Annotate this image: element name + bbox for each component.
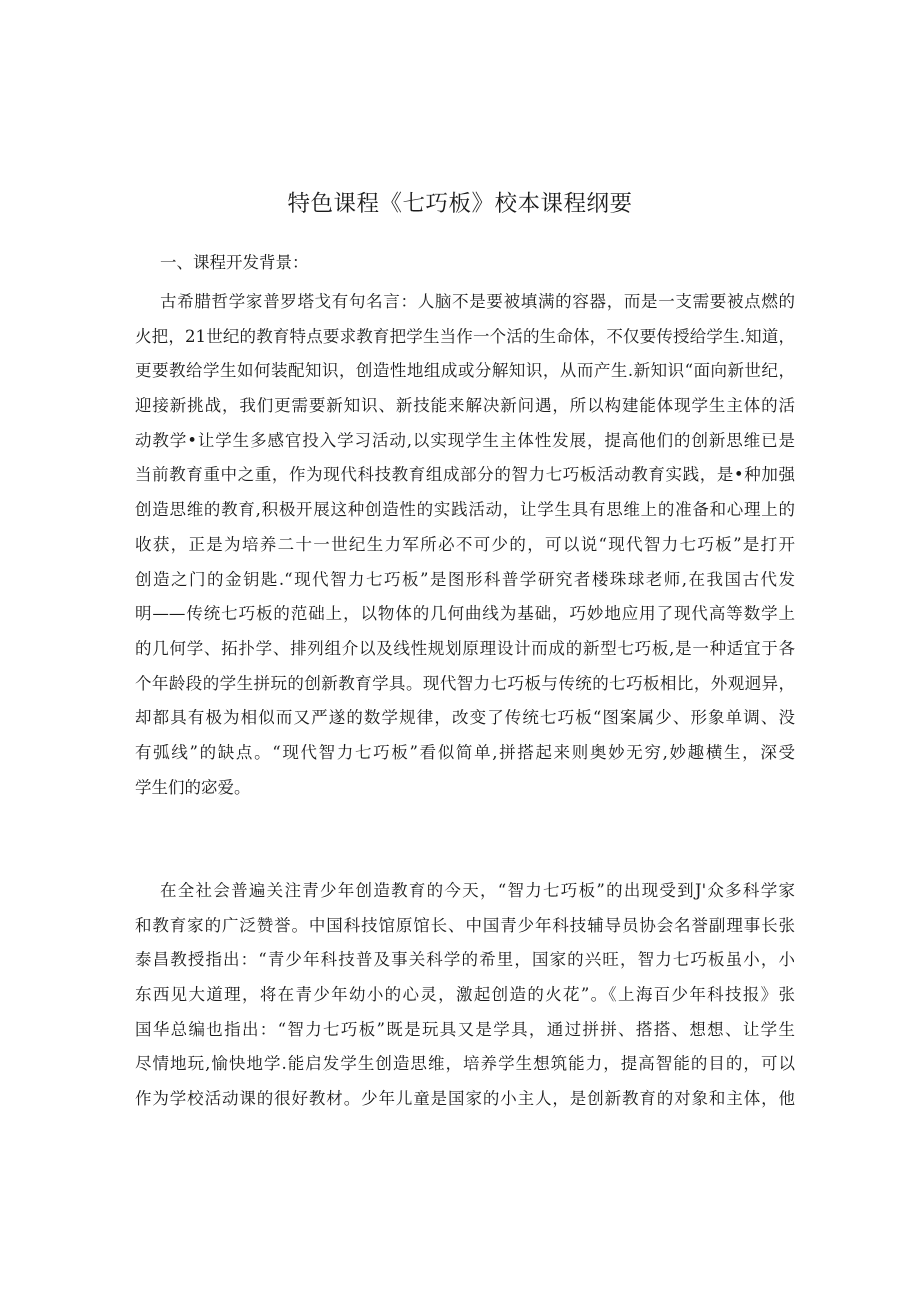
paragraph-line: 东西见大道理，将在青少年幼小的心灵，激起创造的火花”。《上海百少年科技报》张: [135, 985, 795, 1005]
paragraph-line: 古希腊哲学家普罗塔戈有句名言：人脑不是要被填满的容器，而是一支需要被点燃的: [160, 292, 795, 311]
paragraph-line: 动教学•让学生多感官投入学习活动,以实现学生主体性发展，提高他们的创新思维已是: [135, 430, 795, 450]
document-title: 特色课程《七巧板》校本课程纲要: [287, 191, 633, 217]
paragraph-line: 有弧线”的缺点。“现代智力七巧板”看似简单,拼搭起来则奥妙无穷,妙趣横生，深受: [135, 742, 795, 762]
paragraph-line: 泰昌教授指出：“青少年科技普及事关科学的希里，国家的兴旺，智力七巧板虽小，小: [135, 950, 795, 970]
section-heading-background: 一、课程开发背景：: [160, 253, 309, 272]
paragraph-line: 和教育家的广泛赞誉。中国科技馆原馆长、中国青少年科技辅导员协会名誉副理事长张: [135, 915, 795, 935]
paragraph-line: 作为学校活动课的很好教材。少年儿童是国家的小主人，是创新教育的对象和主体，他: [135, 1089, 795, 1109]
paragraph-line: 在全社会普遍关注青少年创造教育的今天，“智力七巧板”的出现受到J'众多科学家: [160, 881, 795, 900]
paragraph-line: 更要教给学生如何装配知识，创造性地组成或分解知识，从而产生.新知识“面向新世纪，: [135, 361, 795, 381]
paragraph-line: 尽情地玩,愉快地学.能启发学生创造思维，培养学生想筑能力，提高智能的目的，可以: [135, 1054, 795, 1074]
paragraph-line: 当前教育重中之重，作为现代科技教育组成部分的智力七巧板活动教育实践，是•种加强: [135, 465, 795, 485]
paragraph-line: 迎接新挑战，我们更需要新知识、新技能来解决新问遇，所以构建能体现学生主体的活: [135, 396, 795, 416]
paragraph-line: 学生们的宓爱。: [135, 777, 251, 797]
paragraph-line: 火把，21世纪的教育特点要求教育把学生当作一个活的生命体，不仅要传授给学生.知道，: [135, 326, 795, 346]
paragraph-line: 创造之门的金钥匙.“现代智力七巧板”是图形科普学研究者楼珠球老师,在我国古代发: [135, 569, 795, 589]
paragraph-line: 的几何学、拓扑学、排列组介以及线性规划原理设计而成的新型七巧板,是一种适宜于各: [135, 638, 795, 658]
paragraph-line: 创造思维的教育,积极开展这种创造性的实践活动，让学生具有思维上的准备和心理上的: [135, 500, 795, 520]
paragraph-background: [135, 285, 795, 805]
paragraph-line: 明——传统七巧板的范础上，以物体的几何曲线为基础，巧妙地应用了现代高等数学上: [135, 604, 795, 624]
paragraph-line: 却都具有极为相似而又严遂的数学规律，改变了传统七巧板“图案属少、形象单调、没: [135, 708, 795, 728]
paragraph-line: 个年龄段的学生拼玩的创新教育学具。现代智力七巧板与传统的七巧板相比，外观迥异，: [135, 673, 795, 693]
paragraph-line: 收获，正是为培养二十一世纪生力军所必不可少的，可以说“现代智力七巧板”是打开: [135, 534, 795, 554]
paragraph-line: 国华总编也指出：“智力七巧板”既是玩具又是学具，通过拼拼、搭搭、想想、让学生: [135, 1019, 795, 1039]
paragraph-acclaim: [135, 874, 795, 1117]
